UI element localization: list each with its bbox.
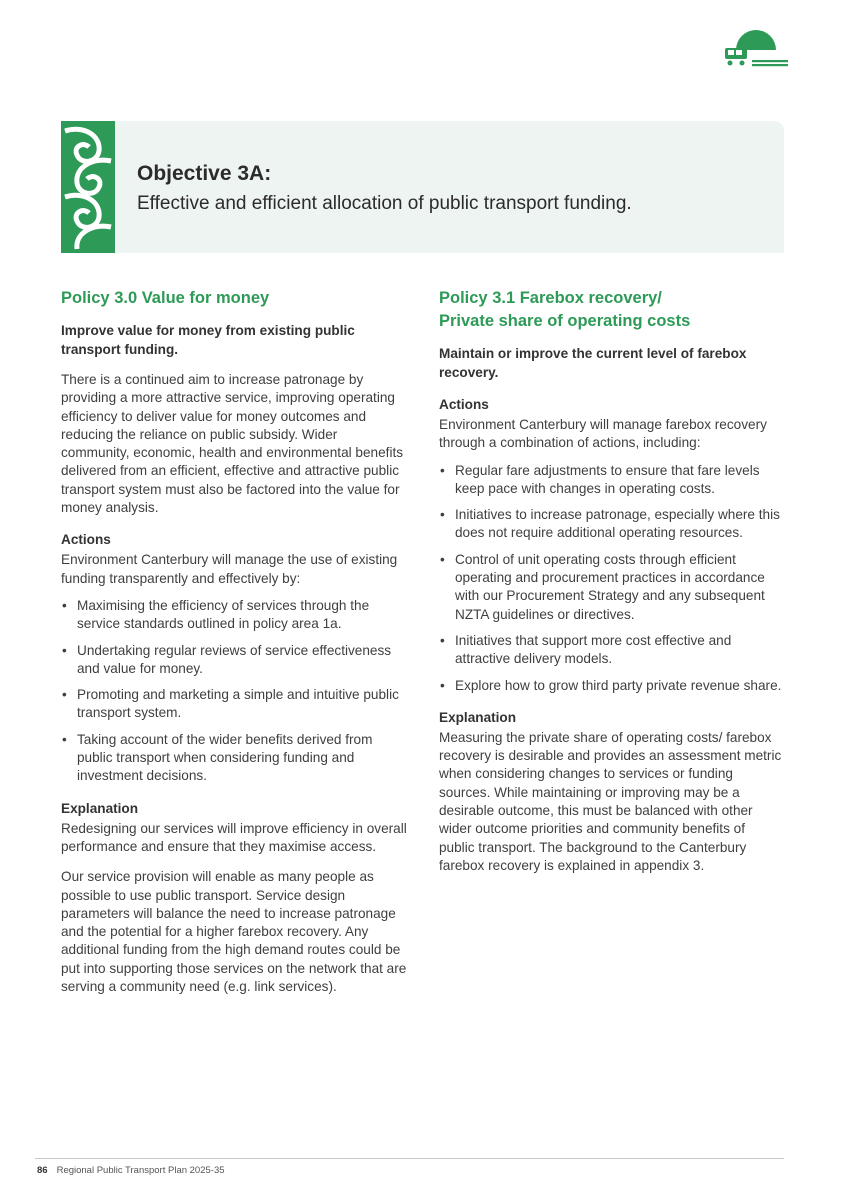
list-item — [439, 462, 784, 499]
bullet-icon: • — [440, 462, 445, 478]
objective-subtitle: Effective and efficient allocation of public transport funding. — [137, 193, 632, 214]
list-item-text: Undertaking regular reviews of service effectiveness and value for money. — [77, 642, 392, 676]
bullet-icon: • — [62, 731, 67, 747]
footer-divider — [35, 1158, 784, 1159]
list-item-text: Control of unit operating costs through efficient operating and procurement practices in accordance with our Procurement Strategy and any subsequent NZTA guidelines or directives. — [455, 551, 765, 622]
policy-3-0-lead: Improve value for money from existing public transport funding. — [61, 323, 355, 357]
actions-list — [439, 462, 784, 695]
bullet-icon: • — [62, 687, 67, 703]
actions-heading: Actions — [61, 532, 111, 548]
explanation-heading: Explanation — [439, 709, 517, 725]
bullet-icon: • — [62, 597, 67, 613]
list-item — [439, 677, 784, 695]
objective-banner — [61, 121, 784, 253]
list-item-text: Regular fare adjustments to ensure that fare levels keep pace with changes in operating costs. — [455, 462, 760, 496]
list-item-text: Explore how to grow third party private revenue share. — [455, 677, 782, 693]
bullet-icon: • — [62, 642, 67, 658]
list-item-text: Taking account of the wider benefits derived from public transport when considering funding and investment decisions. — [77, 731, 373, 784]
policy-3-1-heading-line2: Private share of operating costs — [439, 312, 691, 330]
policy-3-1-lead: Maintain or improve the current level of farebox recovery. — [439, 346, 747, 380]
list-item — [439, 632, 784, 669]
bullet-icon: • — [440, 632, 445, 648]
list-item-text: Maximising the efficiency of services through the service standards outlined in policy area 1a. — [77, 597, 370, 632]
bullet-icon: • — [440, 677, 445, 693]
bullet-icon: • — [440, 507, 445, 523]
actions-list — [61, 597, 409, 786]
policy-3-1-heading — [439, 287, 784, 333]
actions-intro: Environment Canterbury will manage farebox recovery through a combination of actions, including: — [439, 417, 767, 451]
right-column — [439, 287, 784, 875]
actions-intro: Environment Canterbury will manage the use of existing funding transparently and effectively by: — [61, 552, 398, 586]
objective-title: Objective 3A: — [137, 162, 272, 185]
list-item — [61, 642, 409, 679]
koru-pattern-icon — [61, 121, 115, 253]
left-column — [61, 287, 409, 996]
list-item — [439, 506, 784, 543]
list-item-text: Initiatives that support more cost effective and attractive delivery models. — [455, 632, 732, 667]
explanation-heading: Explanation — [61, 800, 139, 816]
page-number: 86 — [37, 1165, 48, 1176]
list-item — [61, 731, 409, 786]
list-item — [439, 551, 784, 624]
explanation-paragraph-1: Redesigning our services will improve efficiency in overall performance and ensure that they maximise access. — [61, 820, 407, 854]
policy-3-0-intro: There is a continued aim to increase patronage by providing a more attractive service, improving operating efficiency to deliver value for money outcomes and reducing the reliance on public subsidy. Wider community, economic, health and environmental benefits delivered from an efficient, effective and attractive public transport system must also be factored into the value for money analysis. — [61, 372, 404, 516]
page-footer — [37, 1165, 225, 1176]
list-item — [61, 686, 409, 723]
explanation-paragraph-2: Our service provision will enable as many people as possible to use public transport. Service design parameters will balance the need to increase patronage and the potential for a higher farebox recovery. Any additional funding from the high demand routes could be put into supporting those services on the network that are serving a community need (e.g. link services). — [61, 869, 407, 995]
policy-3-0-heading: Policy 3.0 Value for money — [61, 289, 270, 307]
list-item — [61, 597, 409, 634]
policy-3-1-heading-line1: Policy 3.1 Farebox recovery/ — [439, 289, 662, 307]
list-item-text: Promoting and marketing a simple and intuitive public transport system. — [77, 687, 399, 721]
bullet-icon: • — [440, 551, 445, 567]
actions-heading: Actions — [439, 397, 489, 412]
transport-logo-icon — [722, 26, 790, 70]
explanation-paragraph: Measuring the private share of operating costs/ farebox recovery is desirable and provides an assessment metric when considering changes to services or funding sources. While maintaining or improving may be a desirable outcome, this must be balanced with other wider outcome priorities and community benefits of public transport. The background to the Canterbury farebox recovery is explained in appendix 3. — [439, 729, 782, 873]
document-title: Regional Public Transport Plan 2025-35 — [56, 1165, 225, 1176]
list-item-text: Initiatives to increase patronage, especially where this does not require additional operating resources. — [455, 507, 780, 541]
